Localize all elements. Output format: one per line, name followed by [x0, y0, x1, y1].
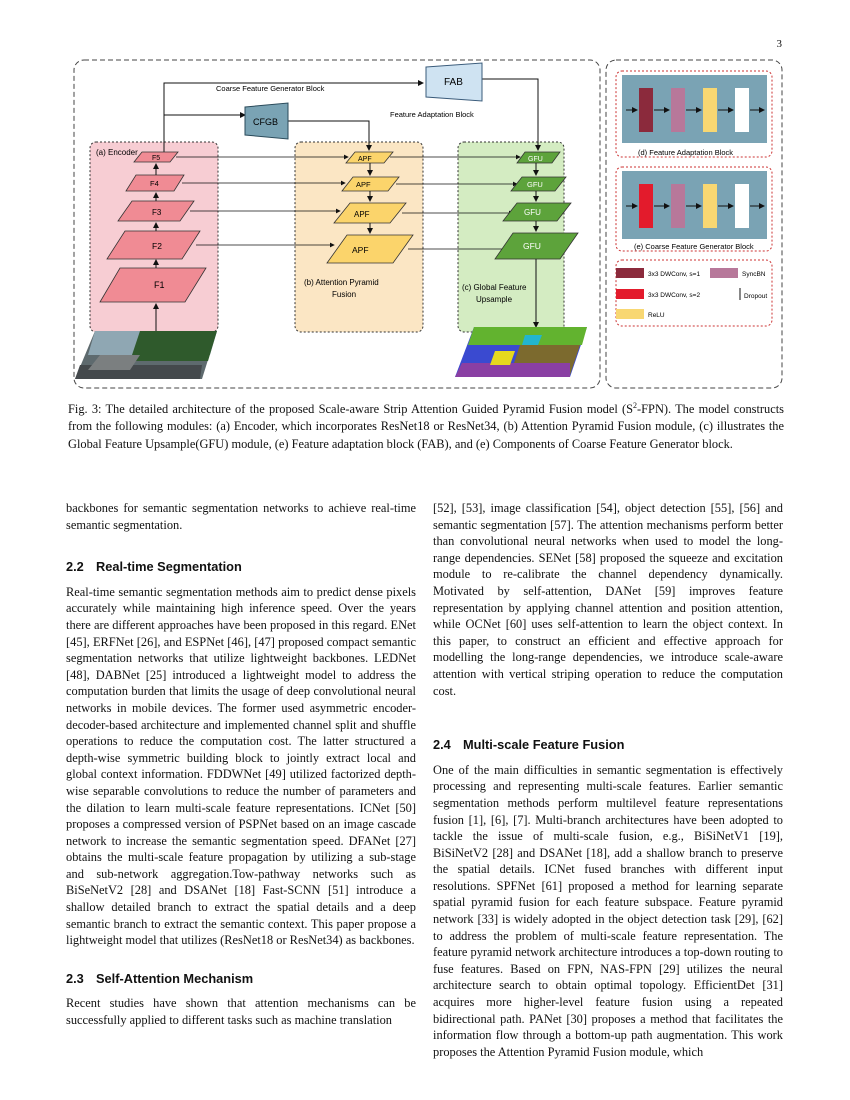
apf-panel-label-2: Fusion: [332, 290, 357, 299]
section-2-2-title: Real-time Segmentation: [96, 559, 242, 575]
output-segmentation: [455, 327, 587, 377]
legend-dwconv1-swatch: [616, 268, 644, 278]
caption-superscript: 2: [633, 401, 638, 410]
section-2-3-heading: [66, 971, 416, 988]
page-number: 3: [776, 38, 782, 50]
section-2-3-title: Self-Attention Mechanism: [96, 970, 254, 986]
self-attention-continued: [52], [53], image classification [54], object detection [55], [56] and semantic segmentation [57]. The attention mechanisms perform better than convolutional neural networks when used to model the long-range dependencies. SENet [58] proposed the squeeze and excitation module to re-calibrate the channel dependency dynamically. Motivated by self-attention, DANet [59] improves feature representation by applying channel attention and position attention, while OCNet [60] uses self-attention to learn the object context. In this paper, to construct an efficient and effective approach for modelling the long-range dependencies, we introduce scale-aware attention with vertical striping operation to reduce the computation cost.: [433, 501, 783, 698]
intro-paragraph: backbones for semantic segmentation networks to achieve real-time semantic segmentation.: [66, 501, 416, 532]
fab-label: FAB: [444, 77, 463, 88]
section-2-4-title: Multi-scale Feature Fusion: [463, 737, 625, 753]
apf3-label: APF: [354, 210, 370, 219]
apf2-label: APF: [356, 180, 371, 189]
section-2-4-body: One of the main difficulties in semantic segmentation is effectively processing and representing multi-scale features. Earlier semantic segmentation methods perform multilevel feature representations fusion [1], [6], [7]. Multi-branch architectures have been adopted to tackle the issue of multi-scale fusion, e.g., BiSiNetV1 [19], BiSiNetV2 [28] and DSANet [18], add a shallow branch to preserve the spatial details. ICNet fused branches with different input resolutions. SPFNet [61] proposed a method for learning separate spatial pyramid fusion for each feature subspace. Feature pyramid network [33] is widely adopted in the object detection task [29], [62] to address the problem of multi-scale feature representation. The feature pyramid network architecture introduces a top-down routing to fuse features. Based on FPN, NAS-FPN [29] utilizes the neural architecture search to obtain optimal topology. EfficientDet [31] acquires more higher-level feature fusion using a repeated bidirectional path. PANet [30] proposes a method that facilitates the information flow through a bottom-up path augmentation. This work proposes the Attention Pyramid Fusion module, which: [433, 762, 783, 1059]
section-2-2-number: 2.2: [66, 559, 84, 575]
panel-e-relu: [703, 184, 717, 228]
section-2-4-number: 2.4: [433, 737, 451, 753]
panel-d-dwconv: [639, 88, 653, 132]
apf4-label: APF: [352, 245, 369, 255]
legend-dwconv2-swatch: [616, 289, 644, 299]
gfu2-label: GFU: [527, 180, 543, 189]
architecture-diagram: [70, 55, 786, 393]
gfu-panel-label-1: (c) Global Feature: [462, 283, 527, 292]
panel-d-label: (d) Feature Adaptation Block: [638, 148, 734, 157]
right-column: [433, 500, 783, 1060]
legend-syncbn-swatch: [710, 268, 738, 278]
apf1-label: APF: [358, 156, 372, 163]
legend-dwconv1: 3x3 DWConv, s=1: [648, 271, 701, 278]
architecture-figure: [70, 55, 786, 393]
section-2-2-heading: [66, 559, 416, 576]
left-column: [66, 500, 416, 1029]
legend-dropout: Dropout: [744, 293, 768, 300]
f5-label: F5: [152, 155, 161, 162]
f1-label: F1: [154, 280, 165, 290]
apf-panel-label-1: (b) Attention Pyramid: [304, 278, 379, 287]
gfu-panel-label-2: Upsample: [476, 295, 513, 304]
encoder-label: (a) Encoder: [96, 148, 138, 157]
legend-dwconv2: 3x3 DWConv, s=2: [648, 292, 701, 299]
legend-relu-swatch: [616, 309, 644, 319]
panel-d-relu: [703, 88, 717, 132]
panel-e-label: (e) Coarse Feature Generator Block: [634, 242, 754, 251]
gfu1-label: GFU: [528, 156, 543, 163]
panel-d-dropout: [735, 88, 749, 132]
caption-suffix: -FPN). The model constructs from the following modules: (a) Encoder, which incorporates ResNet18 or ResNet34, (b) Attention Pyramid Fusion module, (c) illustrates the Global Feature Upsample(GFU) module, (e) Feature adaptation block (FAB), and (e) Components of Coarse Feature Generator block.: [68, 402, 785, 451]
section-2-3-body: Recent studies have shown that attention mechanisms can be successfully applied to different tasks such as machine translation: [66, 996, 416, 1028]
f3-label: F3: [152, 208, 162, 217]
coarse-block-label: Coarse Feature Generator Block: [216, 84, 325, 93]
arrow-fab-to-gfu: [482, 79, 538, 150]
section-2-3-number: 2.3: [66, 970, 84, 986]
legend-relu: ReLU: [648, 312, 665, 319]
legend-syncbn: SyncBN: [742, 271, 766, 278]
panel-e-syncbn: [671, 184, 685, 228]
figure-caption: [68, 397, 784, 453]
f4-label: F4: [150, 179, 159, 188]
gfu4-label: GFU: [523, 241, 541, 251]
section-2-4-heading: [433, 737, 783, 754]
panel-d-syncbn: [671, 88, 685, 132]
section-2-2-body: Real-time semantic segmentation methods aim to predict dense pixels accurately while maintaining high inference speed. Over the years there are different approaches have been proposed in this regard. ENet [45], ERFNet [26], and ESPNet [46], [47] proposed compact semantic segmentation networks that utilize lightweight backbones. LEDNet [48], DABNet [25] introduced a lightweight model to address the computation burden that limits the usage of deep convolutional neural networks in mobile devices. The former used asymmetric encoder-decoder-based architecture and implemented channel split and shuffle operations to reduce the computation cost. The latter structured a depth-wise symmetric building block to jointly extract local and global context information. FDDWNet [49] utilized factorized depth-wise separable convolutions to reduce the number of parameters and the dilation to learn multi-scale feature representations. ICNet [50] proposes a compressed version of PSPNet based on an image cascade network to increase the semantic segmentation speed. DFANet [27] obtains the multi-scale feature propagation by utilizing a sub-stage and sub-network aggregation.Tow-pathway networks such as BiSeNetV2 [28] and DSANet [18] Fast-SCNN [51] introduce a shallow detailed branch to extract the spatial details and a deep semantic branch to extract the semantic context. This paper propose a lightweight model that utilizes (ResNet18 or ResNet34) as backbones.: [66, 584, 416, 948]
f2-label: F2: [152, 241, 162, 251]
panel-e-dropout: [735, 184, 749, 228]
input-image: [75, 331, 217, 379]
panel-e-dwconv: [639, 184, 653, 228]
gfu3-label: GFU: [524, 208, 541, 217]
adaptation-block-label: Feature Adaptation Block: [390, 110, 474, 119]
caption-prefix: Fig. 3: The detailed architecture of the proposed Scale-aware Strip Attention Guided Pyramid Fusion model (S: [68, 402, 634, 417]
cfgb-label: CFGB: [253, 117, 279, 127]
